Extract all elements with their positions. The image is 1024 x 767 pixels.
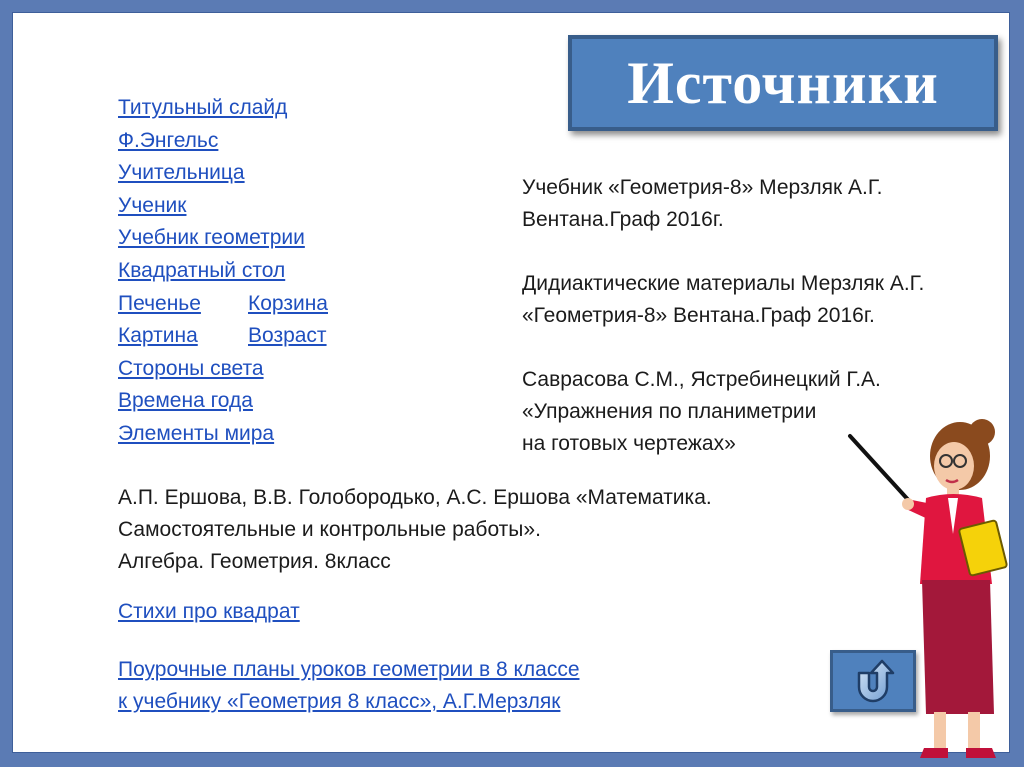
link-list	[118, 92, 328, 451]
title-box	[568, 35, 998, 131]
teacher-illustration	[842, 404, 1022, 766]
link-seasons[interactable]: Времена года	[118, 389, 253, 413]
page-title: Источники	[627, 49, 939, 116]
reference-line: Вентана.Граф 2016г.	[522, 208, 724, 231]
link-geometry-textbook[interactable]: Учебник геометрии	[118, 226, 305, 250]
link-age[interactable]: Возраст	[248, 324, 327, 348]
link-picture[interactable]: Картина	[118, 324, 198, 348]
slide	[12, 12, 1010, 753]
book-reference	[118, 482, 712, 578]
reference-line: Дидиактические материалы Мерзляк А.Г.	[522, 272, 925, 295]
reference-line: Учебник «Геометрия-8» Мерзляк А.Г.	[522, 176, 883, 199]
link-poems-square[interactable]: Стихи про квадрат	[118, 600, 300, 623]
reference-line: Саврасова С.М., Ястребинецкий Г.А.	[522, 368, 881, 391]
link-lesson-plans-line1[interactable]: Поурочные планы уроков геометрии в 8 классе	[118, 658, 580, 681]
reference-1	[522, 172, 924, 236]
book-line: А.П. Ершова, В.В. Голобородько, А.С. Ершова «Математика.	[118, 486, 712, 509]
link-cardinal-directions[interactable]: Стороны света	[118, 356, 264, 380]
link-teacher[interactable]: Учительница	[118, 161, 245, 185]
link-row	[118, 320, 328, 353]
link-lesson-plans-line2[interactable]: к учебнику «Геометрия 8 класс», А.Г.Мерзляк	[118, 690, 561, 713]
book-line: Самостоятельные и контрольные работы».	[118, 518, 541, 541]
link-engels[interactable]: Ф.Энгельс	[118, 128, 219, 152]
lesson-plans-link-block	[118, 654, 580, 718]
link-row	[118, 288, 328, 321]
link-basket[interactable]: Корзина	[248, 291, 328, 315]
link-square-table[interactable]: Квадратный стол	[118, 258, 286, 282]
link-cookie[interactable]: Печенье	[118, 291, 201, 315]
book-line: Алгебра. Геометрия. 8класс	[118, 550, 391, 573]
reference-line: «Упражнения по планиметрии	[522, 400, 817, 423]
reference-line: «Геометрия-8» Вентана.Граф 2016г.	[522, 304, 875, 327]
link-student[interactable]: Ученик	[118, 193, 187, 217]
reference-line: на готовых чертежах»	[522, 432, 736, 455]
link-title-slide[interactable]: Титульный слайд	[118, 96, 288, 119]
reference-2	[522, 268, 924, 332]
link-world-elements[interactable]: Элементы мира	[118, 421, 275, 445]
